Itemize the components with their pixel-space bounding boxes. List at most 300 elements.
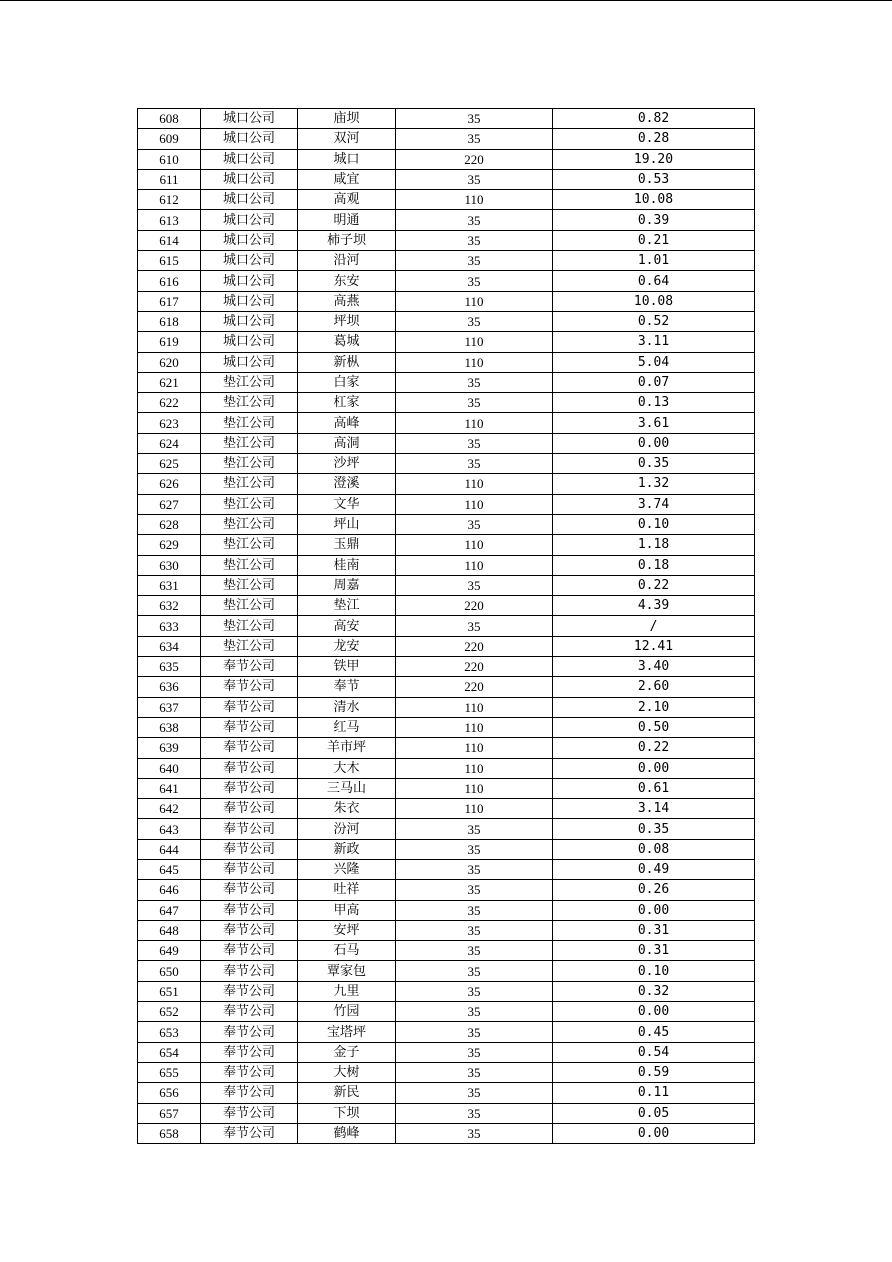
substation-cell: 东安 xyxy=(298,271,396,291)
value-cell: 19.20 xyxy=(553,149,755,169)
table-row xyxy=(138,210,755,230)
page-top-rule xyxy=(0,0,892,1)
voltage-cell: 110 xyxy=(396,474,553,494)
value-cell: 0.10 xyxy=(553,514,755,534)
voltage-cell: 35 xyxy=(396,1022,553,1042)
row-number-cell: 652 xyxy=(138,1002,201,1022)
voltage-cell: 35 xyxy=(396,859,553,879)
table-row xyxy=(138,636,755,656)
value-cell: 0.53 xyxy=(553,169,755,189)
voltage-cell: 35 xyxy=(396,109,553,129)
substation-cell: 石马 xyxy=(298,941,396,961)
voltage-cell: 110 xyxy=(396,717,553,737)
substation-cell: 金子 xyxy=(298,1042,396,1062)
voltage-cell: 35 xyxy=(396,230,553,250)
table-row xyxy=(138,697,755,717)
substation-cell: 新政 xyxy=(298,839,396,859)
voltage-cell: 35 xyxy=(396,1062,553,1082)
row-number-cell: 643 xyxy=(138,819,201,839)
substation-cell: 覃家包 xyxy=(298,961,396,981)
substation-cell: 新民 xyxy=(298,1083,396,1103)
voltage-cell: 110 xyxy=(396,555,553,575)
company-cell: 奉节公司 xyxy=(201,859,298,879)
voltage-cell: 110 xyxy=(396,799,553,819)
company-cell: 城口公司 xyxy=(201,230,298,250)
company-cell: 奉节公司 xyxy=(201,758,298,778)
voltage-cell: 35 xyxy=(396,210,553,230)
voltage-cell: 35 xyxy=(396,941,553,961)
voltage-cell: 35 xyxy=(396,129,553,149)
table-row xyxy=(138,433,755,453)
row-number-cell: 639 xyxy=(138,738,201,758)
substation-cell: 三马山 xyxy=(298,778,396,798)
table-row xyxy=(138,859,755,879)
company-cell: 奉节公司 xyxy=(201,981,298,1001)
value-cell: 3.40 xyxy=(553,657,755,677)
company-cell: 城口公司 xyxy=(201,332,298,352)
table-row xyxy=(138,900,755,920)
voltage-cell: 110 xyxy=(396,535,553,555)
table-row xyxy=(138,332,755,352)
row-number-cell: 624 xyxy=(138,433,201,453)
value-cell: 0.45 xyxy=(553,1022,755,1042)
company-cell: 奉节公司 xyxy=(201,961,298,981)
voltage-cell: 35 xyxy=(396,819,553,839)
voltage-cell: 110 xyxy=(396,291,553,311)
row-number-cell: 650 xyxy=(138,961,201,981)
table-row xyxy=(138,372,755,392)
row-number-cell: 656 xyxy=(138,1083,201,1103)
value-cell: 0.61 xyxy=(553,778,755,798)
company-cell: 城口公司 xyxy=(201,251,298,271)
row-number-cell: 630 xyxy=(138,555,201,575)
substation-cell: 垫江 xyxy=(298,596,396,616)
substation-cell: 咸宜 xyxy=(298,169,396,189)
table-row xyxy=(138,271,755,291)
substation-cell: 新枞 xyxy=(298,352,396,372)
table-row xyxy=(138,393,755,413)
company-cell: 奉节公司 xyxy=(201,697,298,717)
row-number-cell: 648 xyxy=(138,920,201,940)
voltage-cell: 35 xyxy=(396,454,553,474)
row-number-cell: 614 xyxy=(138,230,201,250)
value-cell: 3.61 xyxy=(553,413,755,433)
row-number-cell: 610 xyxy=(138,149,201,169)
substation-cell: 城口 xyxy=(298,149,396,169)
value-cell: 0.10 xyxy=(553,961,755,981)
company-cell: 奉节公司 xyxy=(201,839,298,859)
value-cell: 0.13 xyxy=(553,393,755,413)
company-cell: 城口公司 xyxy=(201,352,298,372)
table-row xyxy=(138,758,755,778)
voltage-cell: 35 xyxy=(396,372,553,392)
substation-cell: 吐祥 xyxy=(298,880,396,900)
row-number-cell: 651 xyxy=(138,981,201,1001)
company-cell: 城口公司 xyxy=(201,210,298,230)
substation-cell: 坪山 xyxy=(298,514,396,534)
table-row xyxy=(138,920,755,940)
value-cell: 0.00 xyxy=(553,433,755,453)
company-cell: 奉节公司 xyxy=(201,1123,298,1143)
company-cell: 垫江公司 xyxy=(201,535,298,555)
row-number-cell: 654 xyxy=(138,1042,201,1062)
value-cell: 0.52 xyxy=(553,311,755,331)
company-cell: 垫江公司 xyxy=(201,494,298,514)
row-number-cell: 631 xyxy=(138,575,201,595)
substation-cell: 清水 xyxy=(298,697,396,717)
row-number-cell: 632 xyxy=(138,596,201,616)
row-number-cell: 638 xyxy=(138,717,201,737)
row-number-cell: 628 xyxy=(138,514,201,534)
value-cell: 0.05 xyxy=(553,1103,755,1123)
company-cell: 奉节公司 xyxy=(201,778,298,798)
voltage-cell: 220 xyxy=(396,657,553,677)
table-row xyxy=(138,819,755,839)
voltage-cell: 110 xyxy=(396,413,553,433)
value-cell: 0.00 xyxy=(553,1123,755,1143)
value-cell: 0.54 xyxy=(553,1042,755,1062)
row-number-cell: 646 xyxy=(138,880,201,900)
substation-cell: 庙坝 xyxy=(298,109,396,129)
row-number-cell: 645 xyxy=(138,859,201,879)
substation-cell: 白家 xyxy=(298,372,396,392)
company-cell: 垫江公司 xyxy=(201,454,298,474)
voltage-cell: 35 xyxy=(396,575,553,595)
row-number-cell: 616 xyxy=(138,271,201,291)
value-cell: 0.59 xyxy=(553,1062,755,1082)
company-cell: 奉节公司 xyxy=(201,941,298,961)
company-cell: 垫江公司 xyxy=(201,393,298,413)
row-number-cell: 644 xyxy=(138,839,201,859)
voltage-cell: 35 xyxy=(396,981,553,1001)
company-cell: 奉节公司 xyxy=(201,1103,298,1123)
value-cell: 0.31 xyxy=(553,920,755,940)
company-cell: 奉节公司 xyxy=(201,1062,298,1082)
substation-cell: 竹园 xyxy=(298,1002,396,1022)
substation-cell: 宝塔坪 xyxy=(298,1022,396,1042)
table-row xyxy=(138,474,755,494)
substation-cell: 桂南 xyxy=(298,555,396,575)
value-cell: 0.22 xyxy=(553,738,755,758)
value-cell: 0.35 xyxy=(553,454,755,474)
table-row xyxy=(138,677,755,697)
voltage-cell: 110 xyxy=(396,352,553,372)
value-cell: 5.04 xyxy=(553,352,755,372)
table-row xyxy=(138,149,755,169)
row-number-cell: 623 xyxy=(138,413,201,433)
company-cell: 垫江公司 xyxy=(201,636,298,656)
voltage-cell: 220 xyxy=(396,596,553,616)
table-row xyxy=(138,839,755,859)
substation-cell: 大木 xyxy=(298,758,396,778)
substation-cell: 柿子坝 xyxy=(298,230,396,250)
row-number-cell: 642 xyxy=(138,799,201,819)
value-cell: 0.31 xyxy=(553,941,755,961)
row-number-cell: 637 xyxy=(138,697,201,717)
substation-cell: 铁甲 xyxy=(298,657,396,677)
value-cell: 0.08 xyxy=(553,839,755,859)
voltage-cell: 110 xyxy=(396,738,553,758)
table-row xyxy=(138,129,755,149)
voltage-cell: 110 xyxy=(396,758,553,778)
table-row xyxy=(138,413,755,433)
value-cell: 0.50 xyxy=(553,717,755,737)
table-body xyxy=(138,109,755,1144)
company-cell: 奉节公司 xyxy=(201,677,298,697)
table-row xyxy=(138,1042,755,1062)
value-cell: 0.82 xyxy=(553,109,755,129)
table-row xyxy=(138,778,755,798)
value-cell: 4.39 xyxy=(553,596,755,616)
table-row xyxy=(138,657,755,677)
table-row xyxy=(138,190,755,210)
table-row xyxy=(138,961,755,981)
voltage-cell: 35 xyxy=(396,1042,553,1062)
value-cell: 0.00 xyxy=(553,900,755,920)
voltage-cell: 110 xyxy=(396,332,553,352)
table-row xyxy=(138,941,755,961)
company-cell: 奉节公司 xyxy=(201,880,298,900)
row-number-cell: 618 xyxy=(138,311,201,331)
substation-cell: 杠家 xyxy=(298,393,396,413)
substation-cell: 高安 xyxy=(298,616,396,636)
substation-cell: 甲高 xyxy=(298,900,396,920)
row-number-cell: 613 xyxy=(138,210,201,230)
row-number-cell: 627 xyxy=(138,494,201,514)
row-number-cell: 647 xyxy=(138,900,201,920)
row-number-cell: 658 xyxy=(138,1123,201,1143)
substation-cell: 奉节 xyxy=(298,677,396,697)
row-number-cell: 611 xyxy=(138,169,201,189)
company-cell: 奉节公司 xyxy=(201,1002,298,1022)
row-number-cell: 617 xyxy=(138,291,201,311)
row-number-cell: 621 xyxy=(138,372,201,392)
table-row xyxy=(138,1103,755,1123)
company-cell: 城口公司 xyxy=(201,291,298,311)
table-row xyxy=(138,575,755,595)
substation-cell: 高洞 xyxy=(298,433,396,453)
value-cell: 0.18 xyxy=(553,555,755,575)
substation-cell: 明通 xyxy=(298,210,396,230)
voltage-cell: 35 xyxy=(396,839,553,859)
value-cell: 3.74 xyxy=(553,494,755,514)
company-cell: 垫江公司 xyxy=(201,616,298,636)
table-row xyxy=(138,1062,755,1082)
value-cell: 1.01 xyxy=(553,251,755,271)
company-cell: 奉节公司 xyxy=(201,1042,298,1062)
table-row xyxy=(138,738,755,758)
table-row xyxy=(138,535,755,555)
company-cell: 奉节公司 xyxy=(201,1083,298,1103)
voltage-cell: 35 xyxy=(396,616,553,636)
value-cell: 0.00 xyxy=(553,758,755,778)
substation-cell: 玉鼎 xyxy=(298,535,396,555)
company-cell: 城口公司 xyxy=(201,109,298,129)
substation-cell: 九里 xyxy=(298,981,396,1001)
company-cell: 奉节公司 xyxy=(201,799,298,819)
row-number-cell: 622 xyxy=(138,393,201,413)
value-cell: 0.21 xyxy=(553,230,755,250)
company-cell: 奉节公司 xyxy=(201,717,298,737)
value-cell: 0.26 xyxy=(553,880,755,900)
company-cell: 城口公司 xyxy=(201,129,298,149)
value-cell: 0.64 xyxy=(553,271,755,291)
value-cell: 0.00 xyxy=(553,1002,755,1022)
substation-cell: 双河 xyxy=(298,129,396,149)
value-cell: / xyxy=(553,616,755,636)
row-number-cell: 612 xyxy=(138,190,201,210)
substation-cell: 龙安 xyxy=(298,636,396,656)
table-row xyxy=(138,799,755,819)
row-number-cell: 629 xyxy=(138,535,201,555)
voltage-cell: 35 xyxy=(396,1083,553,1103)
substation-cell: 坪坝 xyxy=(298,311,396,331)
table-row xyxy=(138,109,755,129)
row-number-cell: 608 xyxy=(138,109,201,129)
value-cell: 0.49 xyxy=(553,859,755,879)
substation-cell: 澄溪 xyxy=(298,474,396,494)
table-row xyxy=(138,514,755,534)
substation-cell: 沿河 xyxy=(298,251,396,271)
value-cell: 12.41 xyxy=(553,636,755,656)
voltage-cell: 35 xyxy=(396,433,553,453)
company-cell: 垫江公司 xyxy=(201,596,298,616)
voltage-cell: 35 xyxy=(396,251,553,271)
voltage-cell: 35 xyxy=(396,169,553,189)
value-cell: 2.60 xyxy=(553,677,755,697)
value-cell: 0.11 xyxy=(553,1083,755,1103)
voltage-cell: 35 xyxy=(396,880,553,900)
value-cell: 0.39 xyxy=(553,210,755,230)
value-cell: 0.35 xyxy=(553,819,755,839)
company-cell: 垫江公司 xyxy=(201,413,298,433)
table-row xyxy=(138,291,755,311)
voltage-cell: 35 xyxy=(396,271,553,291)
company-cell: 奉节公司 xyxy=(201,1022,298,1042)
substation-data-table xyxy=(137,108,755,1144)
value-cell: 0.22 xyxy=(553,575,755,595)
company-cell: 奉节公司 xyxy=(201,657,298,677)
company-cell: 垫江公司 xyxy=(201,575,298,595)
table-row xyxy=(138,169,755,189)
row-number-cell: 619 xyxy=(138,332,201,352)
substation-cell: 下坝 xyxy=(298,1103,396,1123)
company-cell: 城口公司 xyxy=(201,169,298,189)
value-cell: 3.14 xyxy=(553,799,755,819)
voltage-cell: 35 xyxy=(396,1002,553,1022)
voltage-cell: 35 xyxy=(396,920,553,940)
table-row xyxy=(138,1083,755,1103)
company-cell: 垫江公司 xyxy=(201,514,298,534)
voltage-cell: 220 xyxy=(396,636,553,656)
substation-cell: 葛城 xyxy=(298,332,396,352)
company-cell: 城口公司 xyxy=(201,149,298,169)
row-number-cell: 657 xyxy=(138,1103,201,1123)
substation-cell: 沙坪 xyxy=(298,454,396,474)
row-number-cell: 655 xyxy=(138,1062,201,1082)
voltage-cell: 110 xyxy=(396,190,553,210)
substation-cell: 高峰 xyxy=(298,413,396,433)
substation-cell: 汾河 xyxy=(298,819,396,839)
voltage-cell: 220 xyxy=(396,677,553,697)
value-cell: 1.18 xyxy=(553,535,755,555)
row-number-cell: 615 xyxy=(138,251,201,271)
table-row xyxy=(138,251,755,271)
company-cell: 垫江公司 xyxy=(201,433,298,453)
company-cell: 奉节公司 xyxy=(201,819,298,839)
substation-cell: 红马 xyxy=(298,717,396,737)
voltage-cell: 35 xyxy=(396,1103,553,1123)
substation-cell: 高燕 xyxy=(298,291,396,311)
substation-cell: 周嘉 xyxy=(298,575,396,595)
table-row xyxy=(138,454,755,474)
row-number-cell: 626 xyxy=(138,474,201,494)
value-cell: 1.32 xyxy=(553,474,755,494)
table-row xyxy=(138,494,755,514)
table-row xyxy=(138,555,755,575)
voltage-cell: 110 xyxy=(396,778,553,798)
voltage-cell: 35 xyxy=(396,1123,553,1143)
table-row xyxy=(138,981,755,1001)
table-row xyxy=(138,717,755,737)
company-cell: 垫江公司 xyxy=(201,555,298,575)
substation-cell: 鹤峰 xyxy=(298,1123,396,1143)
company-cell: 奉节公司 xyxy=(201,900,298,920)
table-row xyxy=(138,230,755,250)
row-number-cell: 636 xyxy=(138,677,201,697)
voltage-cell: 35 xyxy=(396,900,553,920)
row-number-cell: 634 xyxy=(138,636,201,656)
company-cell: 城口公司 xyxy=(201,271,298,291)
voltage-cell: 35 xyxy=(396,514,553,534)
voltage-cell: 110 xyxy=(396,494,553,514)
table-row xyxy=(138,311,755,331)
row-number-cell: 635 xyxy=(138,657,201,677)
value-cell: 2.10 xyxy=(553,697,755,717)
voltage-cell: 35 xyxy=(396,393,553,413)
substation-cell: 文华 xyxy=(298,494,396,514)
value-cell: 10.08 xyxy=(553,291,755,311)
voltage-cell: 110 xyxy=(396,697,553,717)
row-number-cell: 649 xyxy=(138,941,201,961)
table-row xyxy=(138,1002,755,1022)
company-cell: 城口公司 xyxy=(201,311,298,331)
substation-cell: 朱衣 xyxy=(298,799,396,819)
voltage-cell: 220 xyxy=(396,149,553,169)
row-number-cell: 640 xyxy=(138,758,201,778)
substation-cell: 大树 xyxy=(298,1062,396,1082)
value-cell: 3.11 xyxy=(553,332,755,352)
value-cell: 10.08 xyxy=(553,190,755,210)
substation-cell: 高观 xyxy=(298,190,396,210)
substation-cell: 安坪 xyxy=(298,920,396,940)
company-cell: 奉节公司 xyxy=(201,920,298,940)
value-cell: 0.07 xyxy=(553,372,755,392)
company-cell: 城口公司 xyxy=(201,190,298,210)
row-number-cell: 653 xyxy=(138,1022,201,1042)
table-row xyxy=(138,1123,755,1143)
table-row xyxy=(138,880,755,900)
value-cell: 0.28 xyxy=(553,129,755,149)
row-number-cell: 641 xyxy=(138,778,201,798)
voltage-cell: 35 xyxy=(396,961,553,981)
substation-cell: 羊市坪 xyxy=(298,738,396,758)
table-row xyxy=(138,616,755,636)
company-cell: 奉节公司 xyxy=(201,738,298,758)
table-row xyxy=(138,352,755,372)
row-number-cell: 620 xyxy=(138,352,201,372)
voltage-cell: 35 xyxy=(396,311,553,331)
